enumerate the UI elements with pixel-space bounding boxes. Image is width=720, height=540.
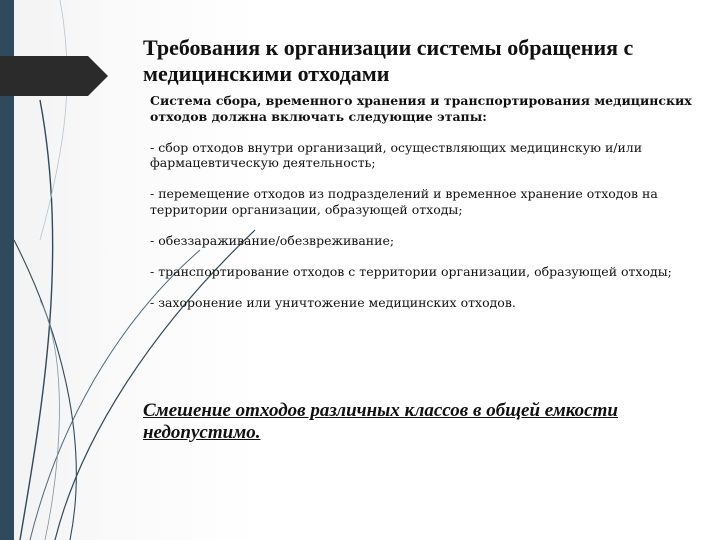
intro-text: Система сбора, временного хранения и транспортирования медицинских отходов должна включать следующие этапы: [150,93,692,124]
list-item: - обеззараживание/обезвреживание; [150,232,395,248]
content-block [150,93,695,326]
list-item: - захоронение или уничтожение медицинских отходов. [150,294,516,310]
list-item: - сбор отходов внутри организаций, осуществляющих медицинскую и/или фармацевтическую деятельность; [150,139,643,170]
list-item: - транспортирование отходов с территории организации, образующей отходы; [150,263,672,279]
list-item: - перемещение отходов из подразделений и временное хранение отходов на территории организации, образующей отходы; [150,186,658,217]
title-arrow-tab [0,56,108,96]
warning-note: Смешение отходов различных классов в общей емкости недопустимо. [143,400,618,443]
slide-title: Требования к организации системы обращения с медицинскими отходами [143,35,634,86]
